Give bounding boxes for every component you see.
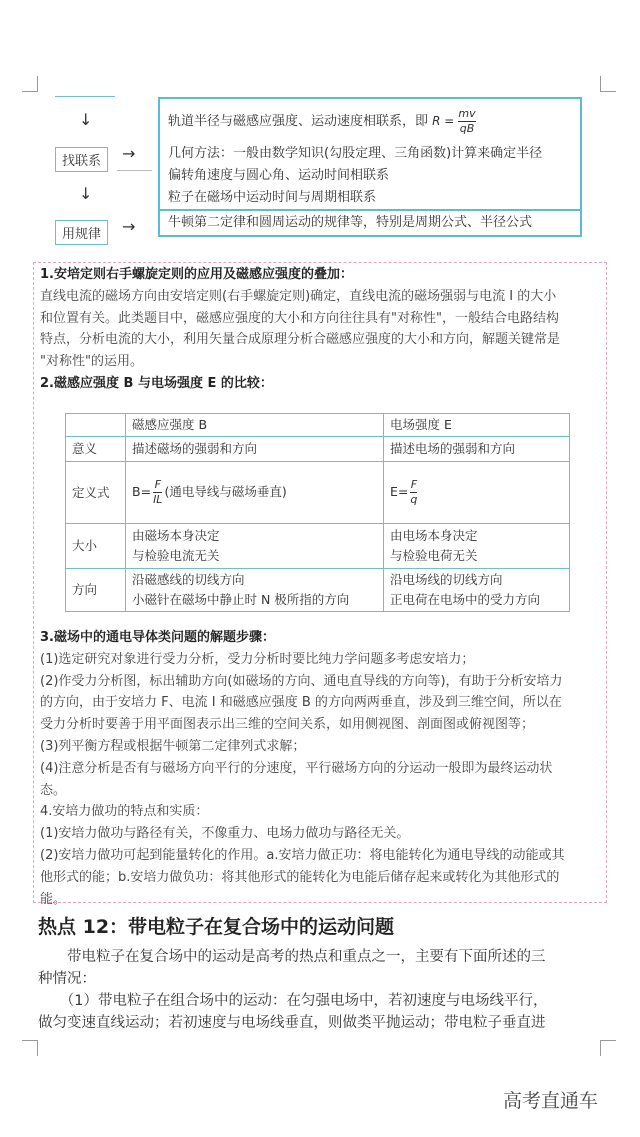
- page-corner-mark: [22, 76, 38, 92]
- para-line: 态。: [40, 782, 67, 798]
- para-line: 他形式的能；b.安培力做负功：将其他形式的能转化为电能后储存起来或转化为其他形式的: [40, 869, 560, 885]
- flow-line: 几何方法：一般由数学知识(勾股定理、三角函数)计算来确定半径: [168, 146, 543, 161]
- cell-b: [126, 524, 384, 569]
- page-corner-mark: [22, 1040, 38, 1056]
- para-line: 直线电流的磁场方向由安培定则(右手螺旋定则)确定，直线电流的磁场强弱与电流 I 的大小: [40, 288, 557, 304]
- arrow-right-icon: →: [122, 217, 136, 236]
- formula-num: F: [410, 478, 418, 491]
- heading-2: 2.磁感应强度 B 与电场强度 E 的比较：: [40, 375, 273, 391]
- cell-line: 沿电场线的切线方向: [390, 572, 503, 587]
- table-header: 磁感应强度 B: [126, 414, 384, 437]
- flow-label-find: 找联系: [55, 147, 108, 172]
- formula-fraction: [153, 478, 162, 507]
- flow-line: [160, 99, 580, 143]
- arrow-down-icon: ↓: [79, 110, 93, 129]
- flow-box: [158, 97, 582, 237]
- cell-b: [126, 569, 384, 612]
- cell-line: 由磁场本身决定: [132, 528, 220, 543]
- cell-line: 小磁针在磁场中静止时 N 极所指的方向: [132, 592, 350, 607]
- para-line: （1）带电粒子在组合场中的运动：在匀强电场中，若初速度与电场线平行，: [38, 993, 548, 1009]
- para-line: (1)安培力做功与路径有关，不像重力、电场力做功与路径无关。: [40, 826, 410, 842]
- flow-law: 牛顿第二定律和圆周运动的规律等，特别是周期公式、半径公式: [160, 209, 580, 235]
- formula-den: q: [410, 493, 418, 506]
- cell-line: 与检验电流无关: [132, 548, 220, 563]
- formula-lhs: E=: [390, 484, 409, 499]
- page-corner-mark: [600, 76, 616, 92]
- table-row: [66, 524, 570, 569]
- formula-fraction: [410, 478, 417, 507]
- divider: [55, 96, 115, 97]
- heading-3: 3.磁场中的通电导体类问题的解题步骤：: [40, 630, 275, 645]
- para-line: 4.安培力做功的特点和实质：: [40, 804, 209, 820]
- para-line: 特点，分析电流的大小，利用矢量合成原理分析合磁感应强度的大小和方向，解题关键常是: [40, 332, 561, 348]
- table-row: [66, 569, 570, 612]
- para-line: (1)选定研究对象进行受力分析，受力分析时要比纯力学问题多考虑安培力；: [40, 651, 475, 667]
- formula-num: F: [154, 478, 161, 491]
- para-line: (2)安培力做功可起到能量转化的作用。a.安培力做正功：将电能转化为通电导线的动能或其: [40, 847, 565, 863]
- section-body: [38, 946, 547, 1034]
- summary-content: [40, 264, 560, 395]
- cell-line: 正电荷在电场中的受力方向: [390, 592, 541, 607]
- row-label: 大小: [66, 524, 126, 569]
- formula-den: qB: [459, 122, 475, 135]
- para-line: 种情况：: [38, 971, 96, 987]
- cell-b: [126, 462, 384, 524]
- cell-b: 描述磁场的强弱和方向: [126, 437, 384, 462]
- cell-line: 沿磁感线的切线方向: [132, 572, 245, 587]
- para-line: 做匀变速直线运动；若初速度与电场线垂直，则做类平抛运动；带电粒子垂直进: [38, 1015, 546, 1031]
- row-label: 意义: [66, 437, 126, 462]
- cell-e: 描述电场的强弱和方向: [384, 437, 570, 462]
- para-line: (2)作受力分析图，标出辅助方向(如磁场的方向、通电直导线的方向等)，有助于分析安培力: [40, 673, 563, 689]
- formula-lhs: B=: [132, 484, 152, 499]
- formula-fraction: [458, 107, 475, 136]
- table-header: [66, 414, 126, 437]
- summary-content-2: [40, 627, 565, 910]
- section-title: 热点 12：带电粒子在复合场中的运动问题: [38, 916, 395, 938]
- row-label: 方向: [66, 569, 126, 612]
- para-line: 的方向，由于安培力 F、电流 I 和磁感应强度 B 的方向两两垂直，涉及到三维空间，所以在: [40, 695, 562, 711]
- table-header: 电场强度 E: [384, 414, 570, 437]
- table-row: [66, 462, 570, 524]
- flow-line: 偏转角速度与圆心角、运动时间相联系: [168, 168, 390, 183]
- para-line: 带电粒子在复合场中的运动是高考的热点和重点之一，主要有下面所述的三: [38, 949, 546, 965]
- table-row: [66, 437, 570, 462]
- para-line: (4)注意分析是否有与磁场方向平行的分速度，平行磁场方向的分运动一般即为最终运动状: [40, 760, 553, 776]
- arrow-right-icon: →: [122, 144, 136, 163]
- formula-note: (通电导线与磁场垂直): [164, 484, 287, 499]
- table-header-row: [66, 414, 570, 437]
- para-line: 和位置有关。此类题目中，磁感应强度的大小和方向往往具有"对称性"，一般结合电路结构: [40, 310, 559, 326]
- flow-label-use: 用规律: [55, 220, 108, 245]
- formula-den: IL: [153, 493, 163, 506]
- flow-line-text: 轨道半径与磁感应强度、运动速度相联系，即: [168, 114, 429, 129]
- para-line: 受力分析时要善于用平面图表示出三维的空间关系，如用侧视图、剖面图或俯视图等；: [40, 717, 535, 733]
- row-label: 定义式: [66, 462, 126, 524]
- heading-1: 1.安培定则右手螺旋定则的应用及磁感应强度的叠加：: [40, 267, 353, 282]
- para-line: (3)列平衡方程或根据牛顿第二定律列式求解；: [40, 738, 306, 754]
- cell-line: 与检验电荷无关: [390, 548, 478, 563]
- flow-line: 粒子在磁场中运动时间与周期相联系: [168, 190, 377, 205]
- page-corner-mark: [600, 1040, 616, 1056]
- formula-lhs: R =: [432, 114, 455, 128]
- para-line: "对称性"的运用。: [40, 354, 143, 370]
- watermark: 高考直通车: [503, 1090, 599, 1112]
- formula-num: mv: [458, 107, 476, 120]
- divider: [117, 170, 152, 171]
- cell-e: [384, 462, 570, 524]
- cell-e: [384, 569, 570, 612]
- cell-line: 由电场本身决定: [390, 528, 478, 543]
- para-line: 能。: [40, 891, 67, 907]
- comparison-table: [65, 413, 570, 612]
- cell-e: [384, 524, 570, 569]
- arrow-down-icon: ↓: [79, 184, 93, 203]
